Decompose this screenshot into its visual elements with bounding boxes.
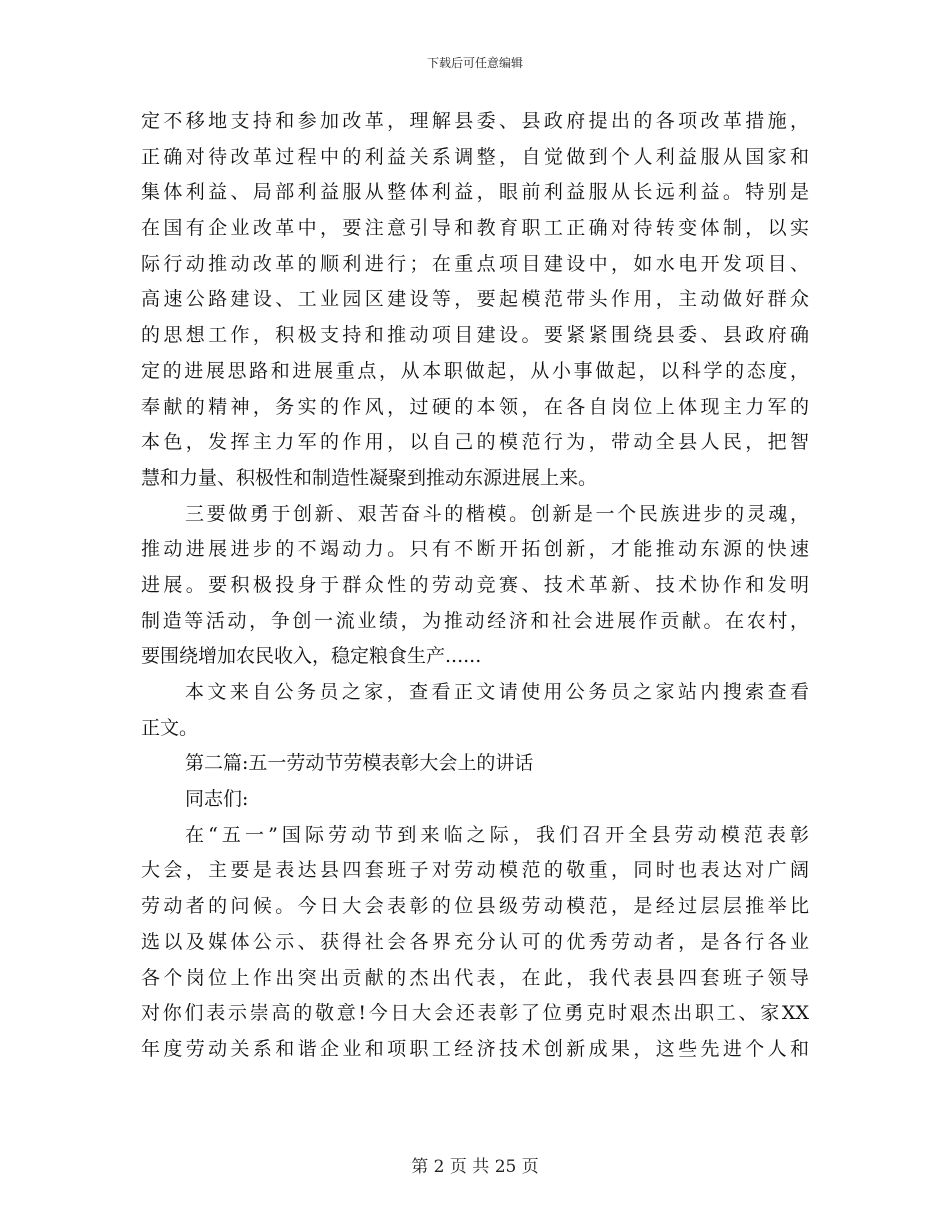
page-footer: 第 2 页 共 25 页 [411, 1157, 539, 1177]
text-line: 劳动者的问候。今日大会表彰的位县级劳动模范，是经过层层推举比 [141, 895, 809, 918]
text-line: 集体利益、局部利益服从整体利益，眼前利益服从长远利益。特别是 [141, 181, 809, 204]
text-line: 大会，主要是表达县四套班子对劳动模范的敬重，同时也表达对广阔 [141, 859, 809, 882]
text-line: 定不移地支持和参加改革，理解县委、县政府提出的各项改革措施， [141, 110, 809, 132]
text-line: 三要做勇于创新、艰苦奋斗的楷模。创新是一个民族进步的灵魂， [185, 502, 809, 525]
text-line: 际行动推动改革的顺利进行；在重点项目建设中，如水电开发项目、 [141, 252, 809, 275]
text-line: 本色，发挥主力军的作用，以自己的模范行为，带动全县人民，把智 [141, 431, 809, 454]
text-line: 同志们: [185, 788, 249, 811]
document-body [141, 104, 809, 1068]
text-line: 推动进展进步的不竭动力。只有不断开拓创新，才能推动东源的快速 [141, 538, 809, 561]
text-line: 年度劳动关系和谐企业和项职工经济技术创新成果，这些先进个人和 [141, 1037, 809, 1060]
text-line: 进展。要积极投身于群众性的劳动竞赛、技术革新、技术协作和发明 [141, 573, 809, 596]
text-line: 定的进展思路和进展重点，从本职做起，从小事做起，以科学的态度， [141, 359, 809, 382]
text-line: 高速公路建设、工业园区建设等，要起模范带头作用，主动做好群众 [141, 288, 809, 311]
text-line: 本文来自公务员之家，查看正文请使用公务员之家站内搜索查看 [185, 681, 809, 703]
text-line: 选以及媒体公示、获得社会各界充分认可的优秀劳动者，是各行各业 [141, 930, 809, 953]
text-line: 正文。 [141, 716, 199, 739]
page-header: 下载后可任意编辑 [426, 56, 523, 70]
text-line: 对你们表示崇高的敬意!今日大会还表彰了位勇克时艰杰出职工、家XX [141, 1002, 809, 1025]
text-line: 在国有企业改革中，要注意引导和教育职工正确对待转变体制，以实 [141, 217, 809, 240]
text-line: 的思想工作，积极支持和推动项目建设。要紧紧围绕县委、县政府确 [141, 324, 809, 347]
text-line: 制造等活动，争创一流业绩，为推动经济和社会进展作贡献。在农村， [141, 609, 809, 632]
text-line: 慧和力量、积极性和制造性凝聚到推动东源进展上来。 [141, 466, 598, 489]
text-line: 奉献的精神，务实的作风，过硬的本领，在各自岗位上体现主力军的 [141, 395, 809, 418]
text-line: 各个岗位上作出突出贡献的杰出代表，在此，我代表县四套班子领导 [141, 966, 809, 989]
text-line: 要围绕增加农民收入，稳定粮食生产...... [141, 645, 482, 668]
text-line: 正确对待改革过程中的利益关系调整，自觉做到个人利益服从国家和 [141, 145, 809, 168]
text-line: 第二篇:五一劳动节劳模表彰大会上的讲话 [185, 752, 534, 775]
text-line: 在“五一”国际劳动节到来临之际，我们召开全县劳动模范表彰 [185, 823, 809, 846]
